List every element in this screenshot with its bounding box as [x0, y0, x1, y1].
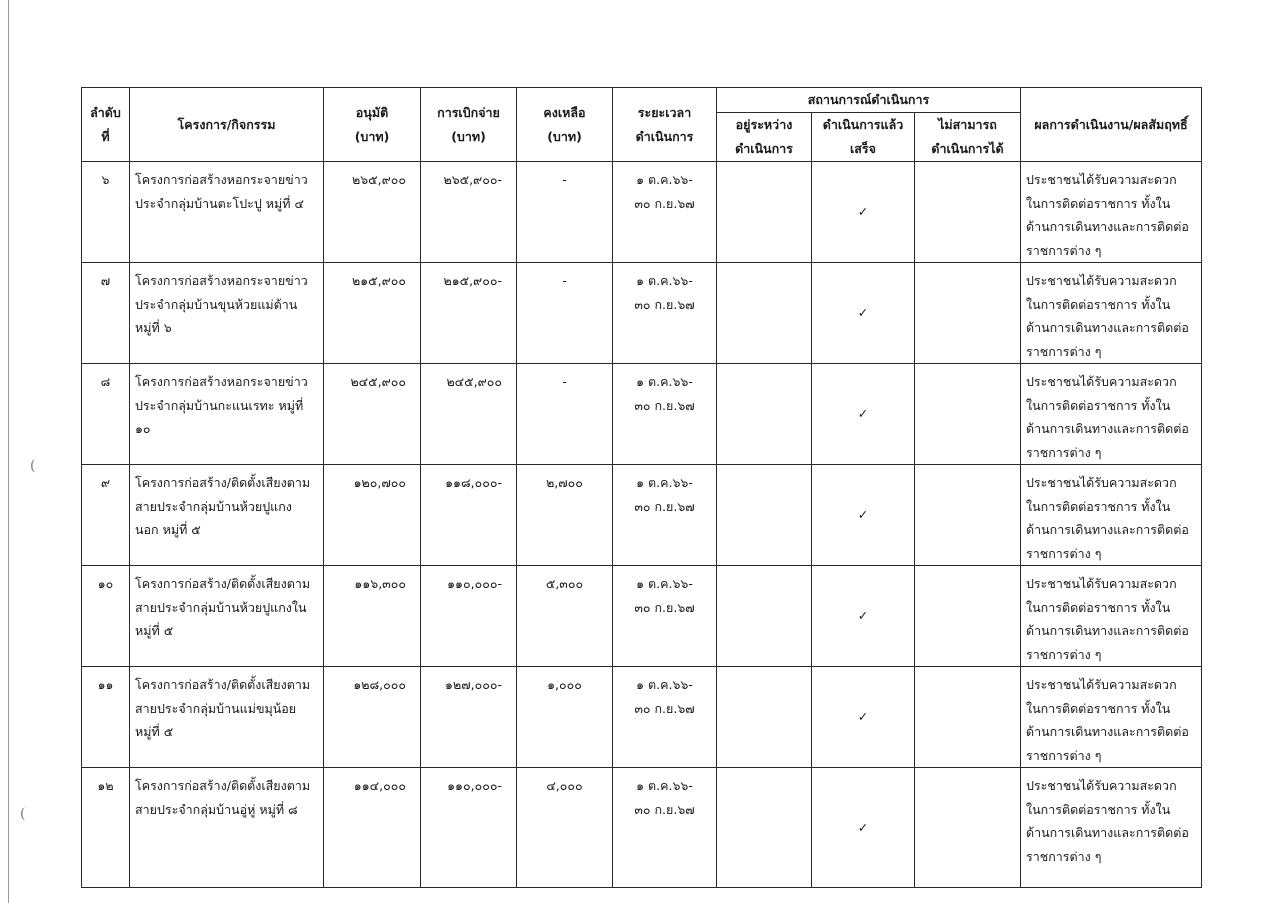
table-row: [82, 364, 1202, 465]
row-approved: ๒๔๕,๙๐๐: [324, 364, 421, 465]
header-seq: ลำดับ ที่: [82, 88, 130, 162]
checkmark-icon: ✓: [857, 305, 869, 321]
status-done-cell: [812, 162, 915, 263]
row-disbursed: ๑๑๐,๐๐๐-: [421, 768, 517, 888]
row-project: โครงการก่อสร้าง/ติดตั้งเสียงตาม สายประจำกลุ่มบ้านห้วยปูแกง นอก หมู่ที่ ๕: [130, 465, 324, 566]
status-done-cell: [812, 768, 915, 888]
row-approved: ๑๒๘,๐๐๐: [324, 667, 421, 768]
scan-mark: (: [30, 458, 36, 474]
status-unable-cell: [915, 566, 1021, 667]
status-in-progress-cell: [717, 263, 812, 364]
checkmark-icon: ✓: [857, 709, 869, 725]
row-result: ประชาชนได้รับความสะดวก ในการติดต่อราชการ ทั้งใน ด้านการเดินทางและการติดต่อ ราชการต่าง ๆ: [1021, 465, 1202, 566]
header-status-in-progress: อยู่ระหว่าง ดำเนินการ: [717, 113, 812, 162]
status-unable-cell: [915, 364, 1021, 465]
status-in-progress-cell: [717, 667, 812, 768]
row-result: ประชาชนได้รับความสะดวก ในการติดต่อราชการ ทั้งใน ด้านการเดินทางและการติดต่อ ราชการต่าง ๆ: [1021, 566, 1202, 667]
header-approved: อนุมัติ (บาท): [324, 88, 421, 162]
row-result: ประชาชนได้รับความสะดวก ในการติดต่อราชการ ทั้งใน ด้านการเดินทางและการติดต่อ ราชการต่าง ๆ: [1021, 768, 1202, 888]
row-result: ประชาชนได้รับความสะดวก ในการติดต่อราชการ ทั้งใน ด้านการเดินทางและการติดต่อ ราชการต่าง ๆ: [1021, 364, 1202, 465]
table-body: [82, 162, 1202, 888]
row-period: ๑ ต.ค.๖๖- ๓๐ ก.ย.๖๗: [613, 768, 717, 888]
row-disbursed: ๑๒๗,๐๐๐-: [421, 667, 517, 768]
row-remaining: ๕,๓๐๐: [517, 566, 613, 667]
row-period: ๑ ต.ค.๖๖- ๓๐ ก.ย.๖๗: [613, 465, 717, 566]
row-disbursed: ๑๑๐,๐๐๐-: [421, 566, 517, 667]
project-status-table: [81, 87, 1202, 888]
row-project: โครงการก่อสร้างหอกระจายข่าว ประจำกลุ่มบ้านขุนห้วยแม่ต้าน หมู่ที่ ๖: [130, 263, 324, 364]
row-project: โครงการก่อสร้างหอกระจายข่าว ประจำกลุ่มบ้านกะแนเรทะ หมู่ที่ ๑๐: [130, 364, 324, 465]
table-row: [82, 667, 1202, 768]
row-seq: ๗: [82, 263, 130, 364]
table-header: [82, 88, 1202, 162]
row-seq: ๑๐: [82, 566, 130, 667]
table-row: [82, 768, 1202, 888]
row-approved: ๑๑๔,๐๐๐: [324, 768, 421, 888]
checkmark-icon: ✓: [857, 406, 869, 422]
table-row: [82, 566, 1202, 667]
table-row: [82, 162, 1202, 263]
header-status-unable: ไม่สามารถ ดำเนินการได้: [915, 113, 1021, 162]
scan-mark: (: [20, 806, 26, 822]
status-in-progress-cell: [717, 162, 812, 263]
header-project: โครงการ/กิจกรรม: [130, 88, 324, 162]
row-seq: ๖: [82, 162, 130, 263]
row-remaining: ๔,๐๐๐: [517, 768, 613, 888]
row-seq: ๙: [82, 465, 130, 566]
row-approved: ๑๑๖,๓๐๐: [324, 566, 421, 667]
row-approved: ๑๒๐,๗๐๐: [324, 465, 421, 566]
status-unable-cell: [915, 263, 1021, 364]
status-in-progress-cell: [717, 566, 812, 667]
status-done-cell: [812, 566, 915, 667]
row-remaining: -: [517, 162, 613, 263]
header-remaining: คงเหลือ (บาท): [517, 88, 613, 162]
row-period: ๑ ต.ค.๖๖- ๓๐ ก.ย.๖๗: [613, 263, 717, 364]
status-done-cell: [812, 465, 915, 566]
row-disbursed: ๒๔๕,๙๐๐: [421, 364, 517, 465]
checkmark-icon: ✓: [857, 608, 869, 624]
status-done-cell: [812, 364, 915, 465]
row-remaining: -: [517, 263, 613, 364]
row-approved: ๒๑๕,๙๐๐: [324, 263, 421, 364]
row-project: โครงการก่อสร้าง/ติดตั้งเสียงตาม สายประจำกลุ่มบ้านห้วยปูแกงใน หมู่ที่ ๕: [130, 566, 324, 667]
header-status-group: สถานการณ์ดำเนินการ: [717, 88, 1021, 113]
row-seq: ๑๑: [82, 667, 130, 768]
row-approved: ๒๖๕,๙๐๐: [324, 162, 421, 263]
status-done-cell: [812, 263, 915, 364]
row-project: โครงการก่อสร้างหอกระจายข่าว ประจำกลุ่มบ้านตะโปะปู หมู่ที่ ๔: [130, 162, 324, 263]
row-period: ๑ ต.ค.๖๖- ๓๐ ก.ย.๖๗: [613, 162, 717, 263]
status-unable-cell: [915, 162, 1021, 263]
checkmark-icon: ✓: [857, 507, 869, 523]
checkmark-icon: ✓: [857, 819, 869, 835]
row-remaining: ๑,๐๐๐: [517, 667, 613, 768]
header-period: ระยะเวลา ดำเนินการ: [613, 88, 717, 162]
scan-edge-line: [8, 0, 9, 903]
header-disbursed: การเบิกจ่าย (บาท): [421, 88, 517, 162]
row-project: โครงการก่อสร้าง/ติดตั้งเสียงตาม สายประจำกลุ่มบ้านแม่ขมุน้อย หมู่ที่ ๕: [130, 667, 324, 768]
row-period: ๑ ต.ค.๖๖- ๓๐ ก.ย.๖๗: [613, 566, 717, 667]
header-result: ผลการดำเนินงาน/ผลสัมฤทธิ์: [1021, 88, 1202, 162]
row-period: ๑ ต.ค.๖๖- ๓๐ ก.ย.๖๗: [613, 364, 717, 465]
table-row: [82, 465, 1202, 566]
status-in-progress-cell: [717, 465, 812, 566]
row-seq: ๘: [82, 364, 130, 465]
row-result: ประชาชนได้รับความสะดวก ในการติดต่อราชการ ทั้งใน ด้านการเดินทางและการติดต่อ ราชการต่าง ๆ: [1021, 162, 1202, 263]
header-status-done: ดำเนินการแล้ว เสร็จ: [812, 113, 915, 162]
status-in-progress-cell: [717, 768, 812, 888]
status-unable-cell: [915, 768, 1021, 888]
row-result: ประชาชนได้รับความสะดวก ในการติดต่อราชการ ทั้งใน ด้านการเดินทางและการติดต่อ ราชการต่าง ๆ: [1021, 667, 1202, 768]
row-remaining: ๒,๗๐๐: [517, 465, 613, 566]
row-period: ๑ ต.ค.๖๖- ๓๐ ก.ย.๖๗: [613, 667, 717, 768]
row-remaining: -: [517, 364, 613, 465]
status-done-cell: [812, 667, 915, 768]
checkmark-icon: ✓: [857, 204, 869, 220]
status-unable-cell: [915, 465, 1021, 566]
row-project: โครงการก่อสร้าง/ติดตั้งเสียงตาม สายประจำกลุ่มบ้านอู่หู่ หมู่ที่ ๘: [130, 768, 324, 888]
row-result: ประชาชนได้รับความสะดวก ในการติดต่อราชการ ทั้งใน ด้านการเดินทางและการติดต่อ ราชการต่าง ๆ: [1021, 263, 1202, 364]
table-row: [82, 263, 1202, 364]
row-disbursed: ๒๑๕,๙๐๐-: [421, 263, 517, 364]
row-seq: ๑๒: [82, 768, 130, 888]
status-in-progress-cell: [717, 364, 812, 465]
row-disbursed: ๒๖๕,๙๐๐-: [421, 162, 517, 263]
row-disbursed: ๑๑๘,๐๐๐-: [421, 465, 517, 566]
status-unable-cell: [915, 667, 1021, 768]
